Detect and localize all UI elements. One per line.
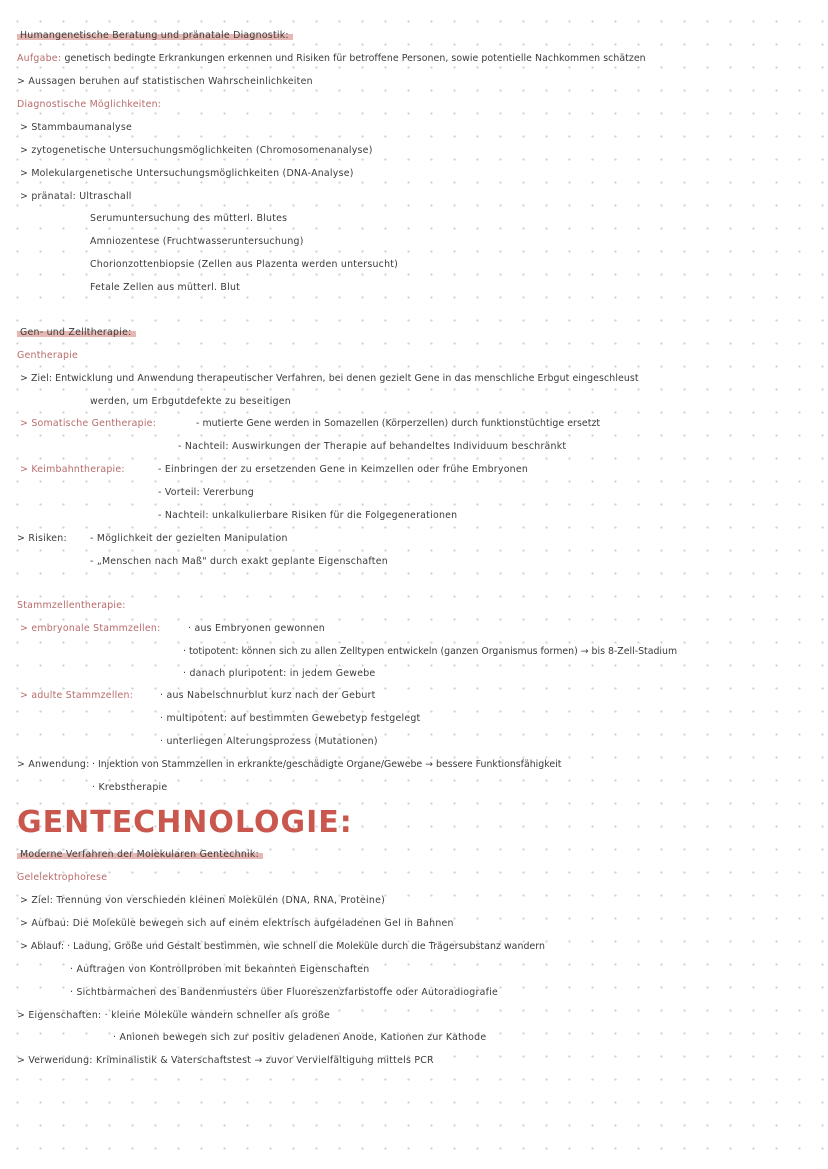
embryonal-detail-1: · aus Embryonen gewonnen	[188, 623, 326, 634]
gelelektrophorese-label: Gelelektrophorese	[17, 872, 108, 883]
embryonal-detail-3: · danach pluripotent: in jedem Gewebe	[183, 668, 376, 679]
ziel-line-2: werden, um Erbgutdefekte zu beseitigen	[90, 396, 291, 407]
use-detail-2: · Krebstherapie	[92, 782, 168, 793]
diag-item-1: > Stammbaumanalyse	[20, 122, 132, 133]
prenatal-1: Serumuntersuchung des mütterl. Blutes	[90, 213, 288, 224]
risks-detail-2: - „Menschen nach Maß" durch exakt geplante Eigenschaften	[90, 556, 388, 567]
gel-line-sichtbarmachen: · Sichtbarmachen des Bandenmusters über Fluoreszenzfarbstoffe oder Autoradiografie	[70, 987, 499, 998]
use-detail-1: · Injektion von Stammzellen in erkrankte/geschädigte Organe/Gewebe → bessere Funktionsfähigkeit	[92, 759, 562, 770]
germline-detail-1: - Einbringen der zu ersetzenden Gene in Keimzellen oder frühe Embryonen	[158, 464, 529, 475]
gel-line-kontrollproben: · Auftragen von Kontrollproben mit bekannten Eigenschaften	[70, 964, 370, 975]
adult-detail-1: · aus Nabelschnurblut kurz nach der Geburt	[160, 690, 376, 701]
prenatal-3: Chorionzottenbiopsie (Zellen aus Plazenta werden untersucht)	[90, 259, 399, 270]
stammzellen-heading: Stammzellentherapie:	[17, 600, 126, 611]
germline-detail-2: - Vorteil: Vererbung	[158, 487, 254, 498]
embryonal-detail-2: · totipotent: können sich zu allen Zelltypen entwickeln (ganzen Organismus formen) → bis 8-Zell-Stadium	[183, 646, 678, 657]
gel-line-ziel: > Ziel: Trennung von verschieden kleinen Molekülen (DNA, RNA, Proteine)	[20, 895, 386, 906]
somatic-detail-1: - mutierte Gene werden in Somazellen (Körperzellen) durch funktionstüchtige ersetzt	[196, 418, 601, 429]
adult-detail-2: · multipotent: auf bestimmten Gewebetyp festgelegt	[160, 713, 421, 724]
ziel-line-1: > Ziel: Entwicklung und Anwendung therapeutischer Verfahren, bei denen gezielt Gene in das menschliche Erbgut eingeschleust	[20, 373, 639, 384]
heading-highlight: Moderne Verfahren der Molekularen Gentechnik:	[17, 849, 263, 860]
gel-line-ionen: · Anionen bewegen sich zur positiv geladenen Anode, Kationen zur Kathode	[113, 1032, 487, 1043]
diag-item-4: > pränatal: Ultraschall	[20, 191, 132, 202]
adult-detail-3: · unterliegen Alterungsprozess (Mutationen)	[160, 736, 378, 747]
gel-line-verwendung: > Verwendung: Kriminalistik & Vaterschaftstest → zuvor Vervielfältigung mittels PCR	[17, 1055, 434, 1066]
somatic-label: > Somatische Gentherapie:	[20, 418, 157, 429]
prenatal-2: Amniozentese (Fruchtwasseruntersuchung)	[90, 236, 304, 247]
germline-label: > Keimbahntherapie:	[20, 464, 125, 475]
gentherapie-label: Gentherapie	[17, 350, 79, 361]
task-label: Aufgabe:	[17, 53, 62, 64]
section-heading-humangenetik	[17, 30, 293, 42]
heading-highlight: Humangenetische Beratung und pränatale Diagnostik:	[17, 30, 293, 41]
task-line	[17, 53, 646, 65]
section-heading-gen-zelltherapie	[17, 327, 136, 339]
prenatal-4: Fetale Zellen aus mütterl. Blut	[90, 282, 241, 293]
somatic-detail-2: - Nachteil: Auswirkungen der Therapie auf behandeltes Individuum beschränkt	[178, 441, 567, 452]
adult-label: > adulte Stammzellen:	[20, 690, 134, 701]
diag-item-3: > Molekulargenetische Untersuchungsmöglichkeiten (DNA-Analyse)	[20, 168, 354, 179]
diag-item-2: > zytogenetische Untersuchungsmöglichkeiten (Chromosomenanalyse)	[20, 145, 373, 156]
use-label: > Anwendung:	[17, 759, 90, 770]
gel-line-aufbau: > Aufbau: Die Moleküle bewegen sich auf einem elektrisch aufgeladenen Gel in Bahnen	[20, 918, 454, 929]
task-text: genetisch bedingte Erkrankungen erkennen und Risiken für betroffene Personen, sowie potentielle Nachkommen schätzen	[64, 53, 646, 64]
molekulare-gentechnik-heading	[17, 849, 263, 861]
gel-line-eigenschaften: > Eigenschaften: · kleine Moleküle wandern schneller als große	[17, 1010, 331, 1021]
gel-line-ablauf: > Ablauf: · Ladung, Größe und Gestalt bestimmen, wie schnell die Moleküle durch die Trägersubstanz wandern	[20, 941, 546, 952]
germline-detail-3: - Nachteil: unkalkulierbare Risiken für die Folgegenerationen	[158, 510, 458, 521]
page-title-gentechnologie: GENTECHNOLOGIE:	[17, 805, 353, 840]
heading-highlight: Gen- und Zelltherapie:	[17, 327, 136, 338]
risks-detail-1: - Möglichkeit der gezielten Manipulation	[90, 533, 288, 544]
embryonal-label: > embryonale Stammzellen:	[20, 623, 161, 634]
diagnostic-label: Diagnostische Möglichkeiten:	[17, 99, 162, 110]
risks-label: > Risiken:	[17, 533, 67, 544]
note-statistics: > Aussagen beruhen auf statistischen Wahrscheinlichkeiten	[17, 76, 313, 87]
